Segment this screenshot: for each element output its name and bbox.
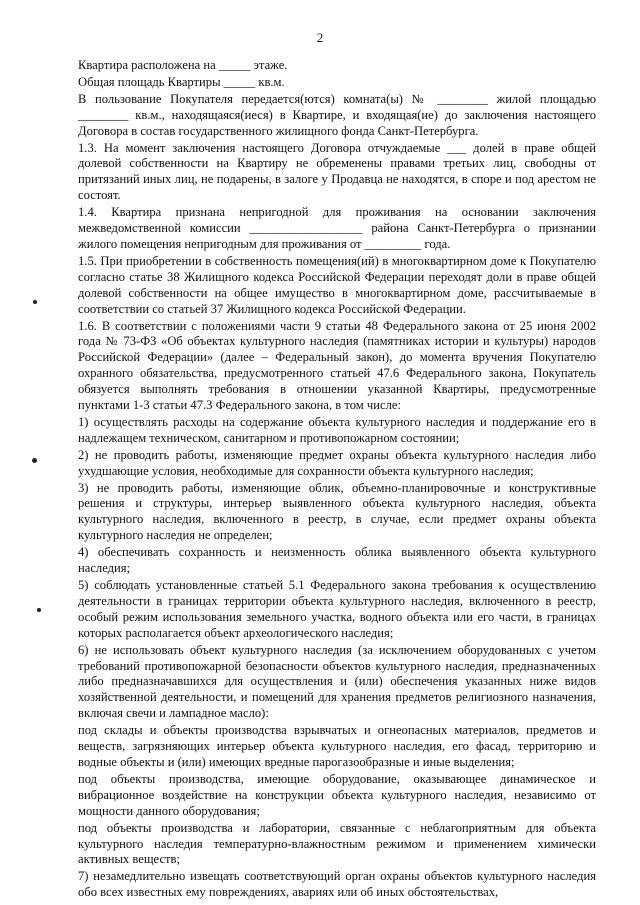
sub-item-warehouses: под склады и объекты производства взрывчатых и огнеопасных материалов, предметов и веществ, загрязняющих интерьер объекта культурного наследия, его фасад, территорию и водные объекты и (или) имеющих вредные парогазообразные и иные выделения; <box>78 723 596 769</box>
page-number: 2 <box>316 30 324 45</box>
list-item-6: 6) не использовать объект культурного наследия (за исключением оборудованных с учетом требований противопожарной безопасности объектов культурного наследия, предназначенных либо предназначавшихся для осуществления и (или) обеспечения указанных ниже видов хозяйственной деятельности, и помещений для хранения предметов религиозного назначения, включая свечи и лампадное масло): <box>78 642 596 721</box>
list-item-2: 2) не проводить работы, изменяющие предмет охраны объекта культурного наследия либо ухудшающие условия, необходимые для сохранности объекта культурного наследия; <box>78 447 596 478</box>
paragraph-floor: Квартира расположена на _____ этаже. <box>78 58 288 72</box>
list-item-7: 7) незамедлительно извещать соответствующий орган охраны объектов культурного наследия обо всех известных ему повреждениях, авариях или об иных обстоятельствах, <box>78 869 596 900</box>
paragraph-area: Общая площадь Квартиры _____ кв.м. <box>78 74 285 89</box>
document-body <box>78 58 596 902</box>
margin-dot <box>33 300 37 304</box>
list-item-4: 4) обеспечивать сохранность и неизменность облика выявленного объекта культурного наследия; <box>78 545 596 576</box>
paragraph-1-3: 1.3. На момент заключения настоящего Договора отчуждаемые ___ долей в праве общей долевой собственности на Квартиру не обременены правами третьих лиц, свободны от притязаний иных лиц, не подарены, в залоге у Продавца не находятся, в споре и под арестом не состоят. <box>78 140 596 203</box>
paragraph-rooms: В пользование Покупателя передается(ются) комната(ы) № ________ жилой площадью ________ кв.м., находящаяся(иеся) в Квартире, и входящая(ие) до заключения настоящего Договора в состав государственного жилищного фонда Санкт-Петербурга. <box>78 91 596 138</box>
list-item-5: 5) соблюдать установленные статьей 5.1 Федерального закона требования к осуществлению деятельности в границах территории объекта культурного наследия, включенного в реестр, особый режим использования земельного участка, водного объекта или его части, в границах которых располагается объект археологического наследия; <box>78 578 596 640</box>
paragraph-1-4: 1.4. Квартира признана непригодной для проживания на основании заключения межведомственной комиссии __________________ района Санкт-Петербурга о признании жилого помещения непригодным для проживания от _________ года. <box>78 205 596 251</box>
list-item-3: 3) не проводить работы, изменяющие облик, объемно-планировочные и конструктивные решения и структуры, интерьер выявленного объекта культурного наследия, объекта культурного наследия, включенного в реестр, в случае, если предмет охраны объекта культурного наследия не определен; <box>78 480 596 543</box>
sub-item-production: под объекты производства, имеющие оборудование, оказывающее динамическое и вибрационное воздействие на конструкции объекта культурного наследия, независимо от мощности данного оборудования; <box>78 771 596 818</box>
paragraph-1-6: 1.6. В соответствии с положениями части 9 статьи 48 Федерального закона от 25 июня 2002 года № 73-ФЗ «Об объектах культурного наследия (памятниках истории и культуры) народов Российской Федерации» (далее – Федеральный закон), до момента вручения Покупателю охранного обязательства, предусмотренного статьей 47.6 Федерального закона, Покупатель обязуется выполнять требования в отношении указанной Квартиры, предусмотренные пунктами 1-3 статьи 47.3 Федерального закона, в том числе: <box>78 318 596 413</box>
paragraph-1-5: 1.5. При приобретении в собственность помещения(ий) в многоквартирном доме к Покупателю согласно статье 38 Жилищного кодекса Российской Федерации переходят доли в праве общей долевой собственности на общее имущество в многоквартирном доме, рассчитываемые в соответствии со статьей 37 Жилищного кодекса Российской Федерации. <box>78 253 596 316</box>
margin-dot <box>32 458 37 463</box>
sub-item-laboratories: под объекты производства и лаборатории, связанные с неблагоприятным для объекта культурного наследия температурно-влажностным режимом и применением химически активных веществ; <box>78 820 596 867</box>
margin-dot <box>37 608 41 612</box>
list-item-1: 1) осуществлять расходы на содержание объекта культурного наследия и поддержание его в надлежащем техническом, санитарном и противопожарном состоянии; <box>78 414 596 445</box>
